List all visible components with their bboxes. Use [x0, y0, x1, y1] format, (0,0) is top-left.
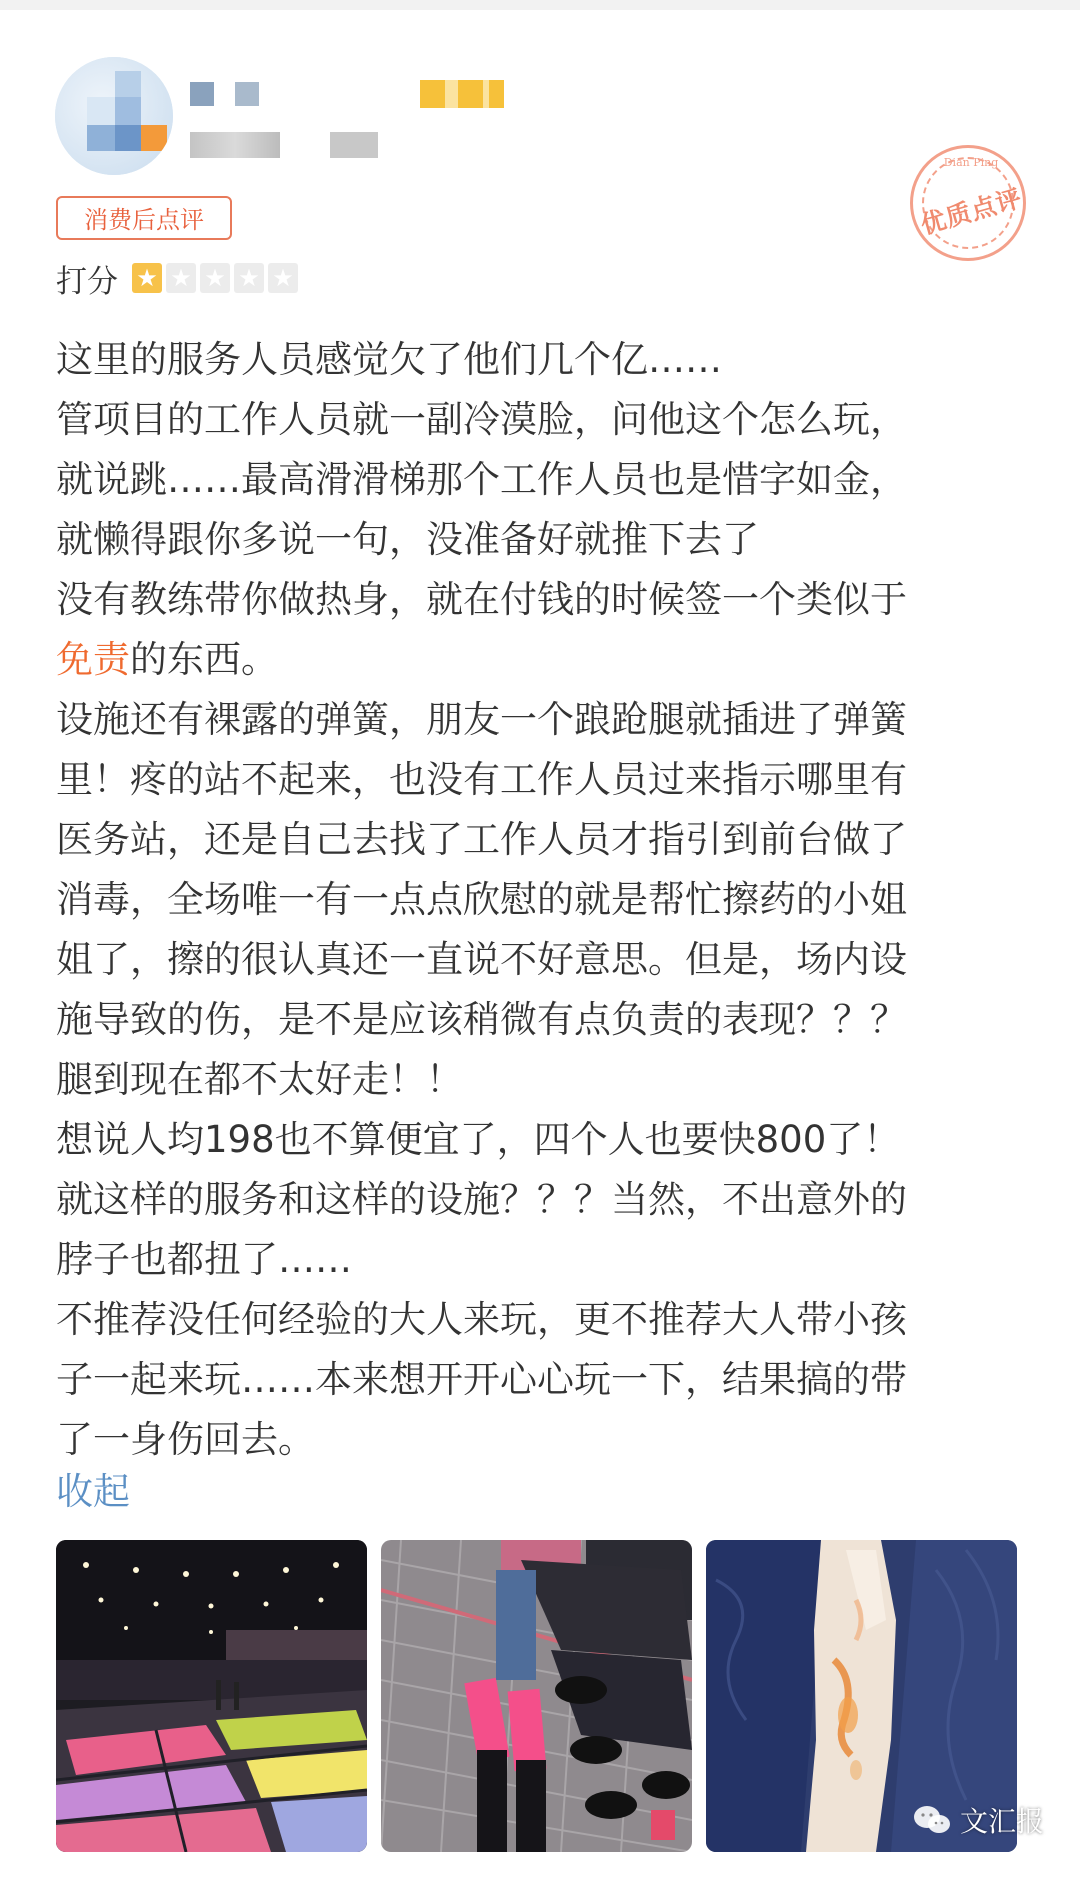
watermark-text: 文汇报 — [960, 1805, 1045, 1838]
disclaimer-highlight: 免责 — [56, 638, 130, 681]
review-photo-socks[interactable] — [381, 1540, 692, 1852]
review-line: 里！疼的站不起来，也没有工作人员过来指示哪里有 — [56, 758, 907, 801]
review-body — [56, 330, 1036, 1470]
review-line: 就懒得跟你多说一句，没准备好就推下去了 — [56, 518, 759, 561]
review-line: 就说跳……最高滑滑梯那个工作人员也是惜字如金， — [56, 458, 907, 501]
top-divider — [0, 0, 1080, 10]
review-line: 就这样的服务和这样的设施？？？当然，不出意外的 — [56, 1178, 907, 1221]
wechat-icon — [912, 1803, 952, 1837]
rating-row — [56, 258, 302, 298]
review-line: 这里的服务人员感觉欠了他们几个亿…… — [56, 338, 722, 381]
star-icon-filled: ★ — [132, 263, 162, 293]
user-level-mosaic — [420, 80, 504, 108]
post-consumption-review-badge: 消费后点评 — [56, 196, 232, 240]
review-line: 想说人均198也不算便宜了，四个人也要快800了！ — [56, 1118, 901, 1161]
review-photo-trampoline-hall[interactable] — [56, 1540, 367, 1852]
rating-label: 打分 — [56, 263, 118, 300]
review-line: 不推荐没任何经验的大人来玩，更不推荐大人带小孩 — [56, 1298, 907, 1341]
review-line — [56, 630, 1036, 690]
stamp-text: 优质点评 — [917, 183, 1026, 240]
username-mosaic — [190, 82, 400, 162]
stamp-arc-text: Dian Ping — [943, 156, 999, 169]
review-line: 子一起来玩……本来想开开心心玩一下，结果搞的带 — [56, 1358, 907, 1401]
review-line: 设施还有裸露的弹簧，朋友一个踉跄腿就插进了弹簧 — [56, 698, 907, 741]
star-icon-empty: ★ — [200, 263, 230, 293]
review-line: 腿到现在都不太好走！！ — [56, 1058, 463, 1101]
review-line: 施导致的伤，是不是应该稍微有点负责的表现？？？ — [56, 998, 907, 1041]
review-line: 医务站，还是自己去找了工作人员才指引到前台做了 — [56, 818, 907, 861]
review-line: 管项目的工作人员就一副冷漠脸，问他这个怎么玩， — [56, 398, 907, 441]
review-line-rest: 的东西。 — [130, 638, 278, 681]
collapse-link[interactable]: 收起 — [56, 1470, 130, 1513]
user-avatar[interactable] — [55, 57, 173, 175]
star-icon-empty: ★ — [166, 263, 196, 293]
review-line: 脖子也都扭了…… — [56, 1238, 352, 1281]
review-line: 消毒，全场唯一有一点点欣慰的就是帮忙擦药的小姐 — [56, 878, 907, 921]
review-line: 没有教练带你做热身，就在付钱的时候签一个类似于 — [56, 578, 907, 621]
review-line: 姐了，擦的很认真还一直说不好意思。但是，场内设 — [56, 938, 907, 981]
wenhuibao-watermark — [912, 1800, 1044, 1840]
star-icon-empty: ★ — [234, 263, 264, 293]
star-icon-empty: ★ — [268, 263, 298, 293]
quality-review-stamp-icon — [910, 145, 1026, 261]
review-line: 了一身伤回去。 — [56, 1418, 315, 1461]
